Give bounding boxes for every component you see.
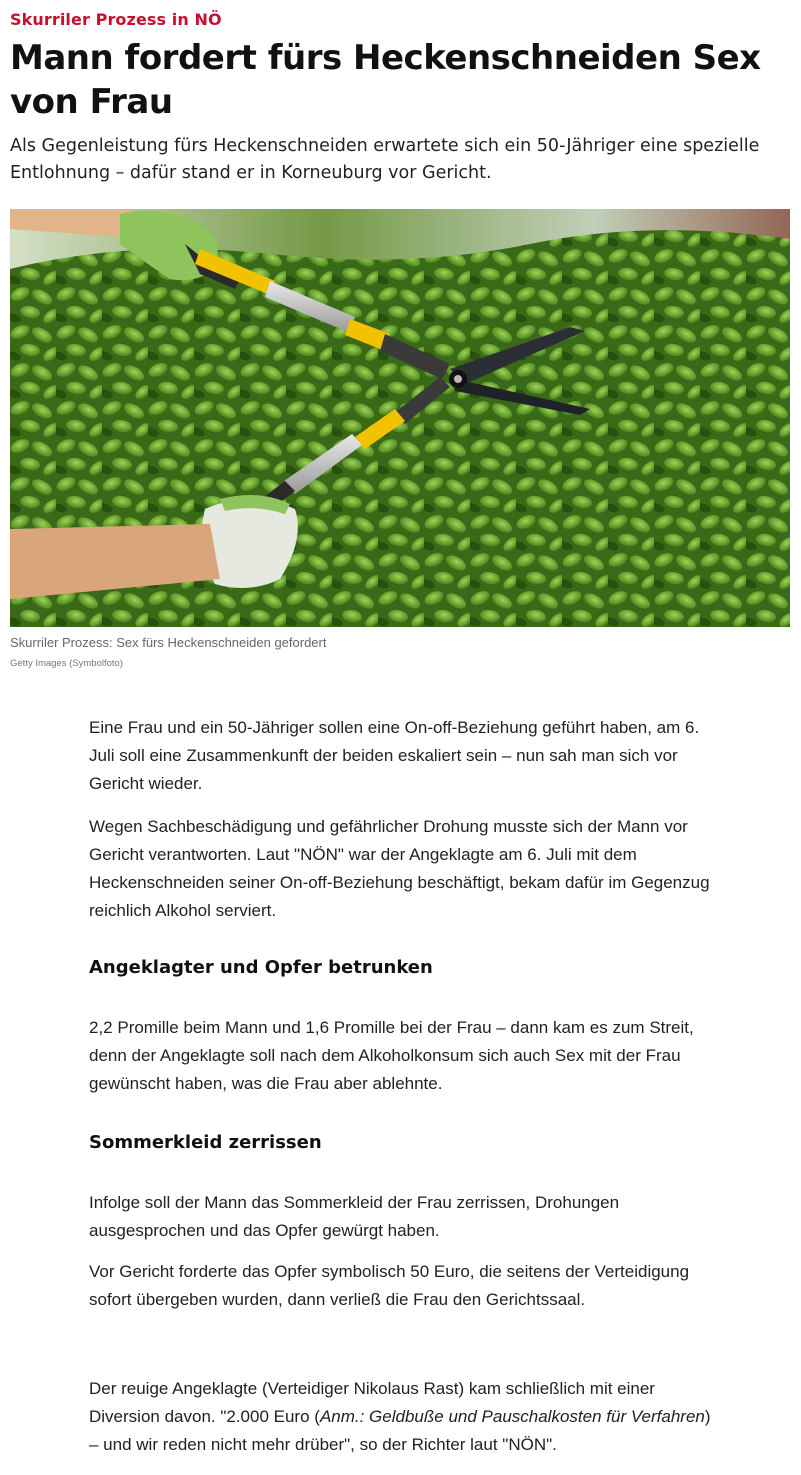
paragraph-text: ) – und wir reden nicht mehr drüber", so der Richter laut "NÖN".	[89, 1407, 711, 1454]
paragraph	[89, 1375, 714, 1459]
editor-note: Anm.: Geldbuße und Pauschalkosten für Verfahren	[319, 1407, 705, 1426]
paragraph: Vor Gericht forderte das Opfer symbolisch 50 Euro, die seitens der Verteidigung sofort übergeben wurden, dann verließ die Frau den Gerichtssaal.	[89, 1262, 690, 1309]
hero-image[interactable]	[10, 209, 790, 627]
subheading: Sommerkleid zerrissen	[89, 1132, 322, 1153]
paragraph: Infolge soll der Mann das Sommerkleid der Frau zerrissen, Drohungen ausgesprochen und das Opfer gewürgt haben.	[89, 1193, 620, 1240]
paragraph: Wegen Sachbeschädigung und gefährlicher Drohung musste sich der Mann vor Gericht verantworten. Laut "NÖN" war der Angeklagte am 6. Juli mit dem Heckenschneiden seiner On-off-Beziehung beschäftigt, bekam dafür im Gegenzug reichlich Alkohol serviert.	[89, 817, 710, 920]
paragraph: 2,2 Promille beim Mann und 1,6 Promille bei der Frau – dann kam es zum Streit, denn der Angeklagte soll nach dem Alkoholkonsum sich auch Sex mit der Frau gewünscht haben, was die Frau aber ablehnte.	[89, 1018, 694, 1093]
lead-text: Als Gegenleistung fürs Heckenschneiden erwartete sich ein 50-Jähriger eine spezielle Entlohnung – dafür stand er in Korneuburg vor Gericht.	[10, 136, 760, 183]
subheading: Angeklagter und Opfer betrunken	[89, 957, 433, 978]
paragraph: Eine Frau und ein 50-Jähriger sollen eine On-off-Beziehung geführt haben, am 6. Juli soll eine Zusammenkunft der beiden eskaliert sein – nun sah man sich vor Gericht wieder.	[89, 718, 700, 793]
headline: Mann fordert fürs Heckenschneiden Sex von Frau	[10, 38, 761, 122]
image-credit: Getty Images (Symbolfoto)	[10, 658, 123, 669]
kicker: Skurriler Prozess in NÖ	[10, 10, 222, 29]
paragraph-text: Der reuige Angeklagte (Verteidiger Nikolaus Rast) kam schließlich mit einer Diversion davon. "2.000 Euro (	[89, 1379, 655, 1426]
image-caption: Skurriler Prozess: Sex fürs Heckenschneiden gefordert	[10, 635, 327, 650]
hedge-trimming-photo	[10, 209, 790, 627]
